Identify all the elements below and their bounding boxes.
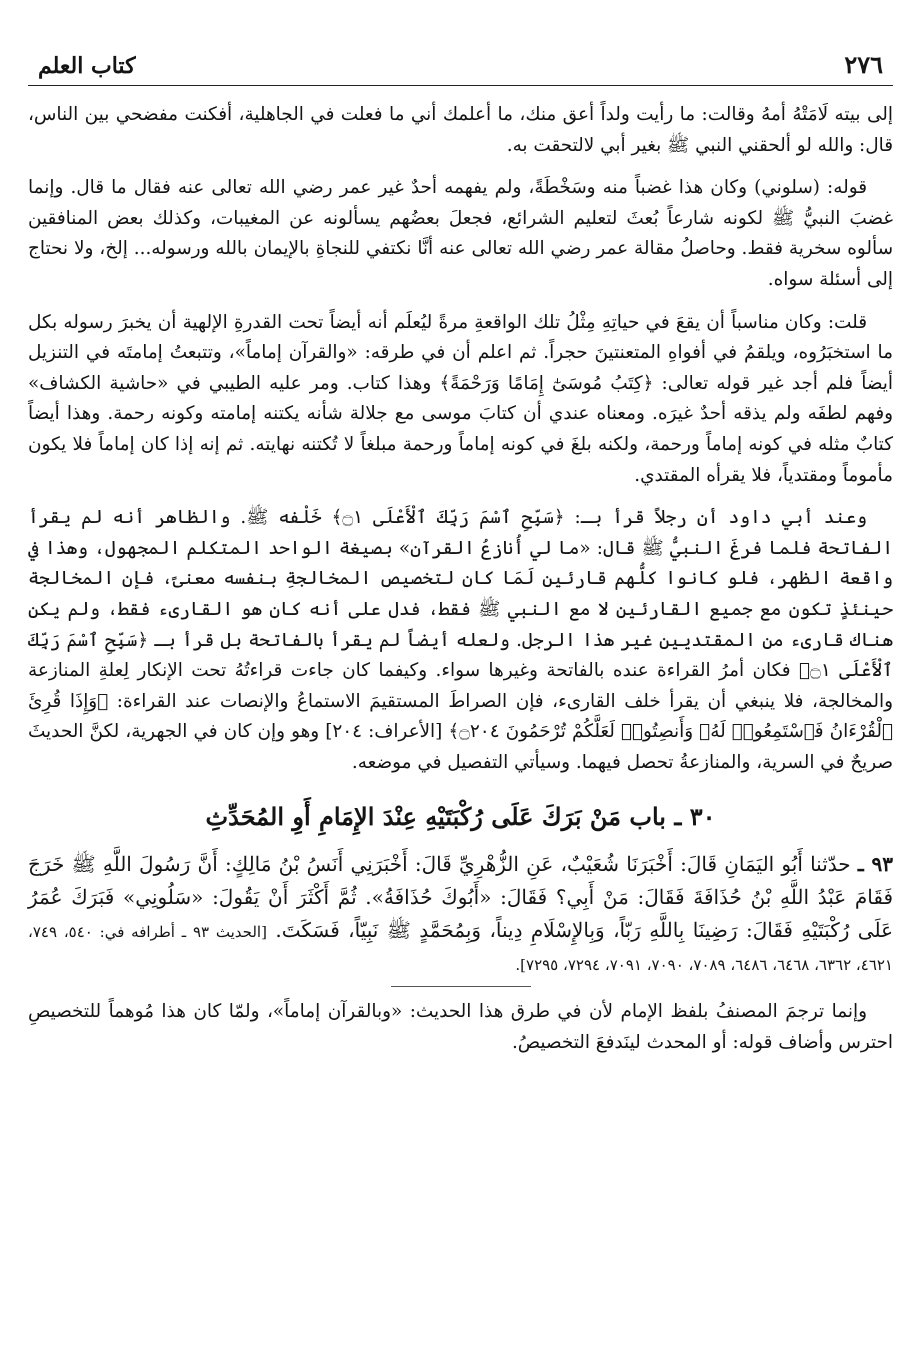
- chapter-heading: ٣٠ ـ باب مَنْ بَرَكَ عَلَى رُكْبَتَيْهِ عِنْدَ الإِمَامِ أَوِ المُحَدِّثِ: [205, 802, 716, 832]
- hadith-block: [28, 848, 893, 980]
- page-header: [28, 34, 893, 86]
- page: [28, 34, 893, 1351]
- hadith-reference: [الحديث ٩٣ ـ أطرافه في: ٥٤٠، ٧٤٩، ٤٦٢١، ٦٣٦٢، ٦٤٦٨، ٦٤٨٦، ٧٠٨٩، ٧٠٩٠، ٧٠٩١، ٧٢٩٤، ٧٢٩٥].: [28, 923, 893, 975]
- commentary-body: [28, 100, 893, 778]
- hadith-number: ٩٣ ـ: [857, 852, 893, 877]
- section-divider: [391, 986, 531, 987]
- paragraph-abu-dawud: وعند أبي داود أن رجلاً قرأ بـ: ﴿سَبِّحِ ٱسْمَ رَبِّكَ ٱلْأَعْلَى ۝١﴾ خَلْفه ﷺ. والظاهر أنه لم يقرأ الفاتحة فلما فرغَ النبيُّ ﷺ قال: «ما لي أُنازعُ القرآن» بصيغة الواحد المتكلم المجهول، وهذا في واقعة الظهر، فلو كانوا كلُّهم قارئين لَمَا كان لتخصيص المخالجةِ بنفسه معنىً، فإن المخالجة حينئذٍ تكون مع جميع القارئين لا مع النبي ﷺ فقط، فدل على أنه كان هو القارىء فقط، ولم يكن هناك قارىء من المقتديين غير هذا الرجل. ولعله أيضاً لم يقرأ بالفاتحة بل قرأ بـ ﴿سَبِّحِ ٱسْمَ رَبِّكَ ٱلْأَعْلَى ۝١﴾ فكان أمرُ القراءة عنده بالفاتحة وغيرها سواء. وكيفما كان جاءت قراءتُهُ تحت الإنكار لِعلةِ المنازعة والمخالجة، فلا ينبغي أن يقرأ خلف القارىء، فإن الصراطَ المستقيمَ الاستماعُ والإنصات عند القراءة: ﴿وَإِذَا قُرِئَ ٱلْقُرْءَانُ فَٱسْتَمِعُوا۟ لَهُۥ وَأَنصِتُوا۟ لَعَلَّكُمْ تُرْحَمُونَ ۝٢٠٤﴾ [الأعراف: ٢٠٤] وهو وإن كان في الجهرية، لكنَّ الحديثَ صريحٌ في السرية، والمنازعةُ تحصل فيهما. وسيأتي التفصيل في موضعه.: [28, 507, 893, 773]
- paragraph-continuation: إلى بيته لَامَتْهُ أمهُ وقالت: ما رأيت ولداً أعق منك، ما أعلمك أني ما فعلت في الجاهلية، أفكنت مفضحي بين الناس، قال: والله لو ألحقني النبي ﷺ بغير أبي لالتحقت به.: [28, 104, 893, 156]
- paragraph-qultu: قلت: وكان مناسباً أن يقعَ في حياتِهِ مِثْلُ تلك الواقعةِ مرةً ليُعلَم أنه أيضاً تحت القدرةِ الإلهية أن يخبرَ رسوله بكل ما استخبَرُوه، ويلقمُ في أفواهِ المتعنتينَ حجراً. ثم اعلم أن في طرقه: «والقرآن إماماً»، وتتبعتُ إمامتَه في التنزيل أيضاً فلم أجد غير قوله تعالى: ﴿كِتَبُ مُوسَىٰٓ إِمَامًا وَرَحْمَةً﴾ وهذا كتاب. ومر عليه الطيبي في «حاشية الكشاف» وفهم لطفَه ولم يذقه أحدٌ غيرَه. ومعناه عندي أن كتابَ موسى مع جلالة شأنه يكتنه إمامته وكونه رحمة. وهذا أيضاً كتابٌ مثله في كونه إماماً ورحمة، ولكنه بلغَ في كونه إماماً ورحمة مبلغاً لا تُكتنه نهايته. ثم إنه إذا كان إماماً فلا يكون مأموماً ومقتدياً، فلا يقرأه المقتدي.: [28, 311, 893, 486]
- paragraph-closing: وإنما ترجمَ المصنفُ بلفظ الإمام لأن في طرق هذا الحديث: «وبالقرآن إماماً»، ولمّا كان هذا مُوهماً للتخصيصِ احترس وأضاف قوله: أو المحدث لينَدفعَ التخصيصُ.: [28, 1001, 893, 1054]
- paragraph-commentary-salooni: قوله: (سلوني) وكان هذا غضباً منه وسَخْطَةً، ولم يفهمه أحدٌ غير عمر رضي الله تعالى عنه فقال ما قال. وإنما غضبَ النبيُّ ﷺ لكونه شارعاً بُعثَ لتعليم الشرائع، فجعلَ بعضُهم يسألونه عن المغيبات، وكذلك بعض المنافقين سألوه سخرية فقط. وحاصلُ مقالة عمر رضي الله تعالى عنه أنَّا نكتفي للنجاةِ بالإيمان بالله ورسوله... إلخ، ولا نحتاج إلى أسئلة سواه.: [28, 177, 893, 290]
- book-title: كتاب العلم: [38, 53, 136, 79]
- hadith-text: حدّثنا أَبُو اليَمَانِ قَالَ: أَخْبَرَنَا شُعَيْبٌ، عَنِ الزُّهْرِيِّ قَالَ: أَخْبَرَنِي أَنَسُ بْنُ مَالِكٍ: أَنَّ رَسُولَ اللَّهِ ﷺ خَرَجَ فَقَامَ عَبْدُ اللَّهِ بْنُ حُذَافَةَ فَقَالَ: مَنْ أَبِي؟ فَقَالَ: «أَبُوكَ حُذَافَةُ». ثُمَّ أَكْثَرَ أَنْ يَقُولَ: «سَلُونِي» فَبَرَكَ عُمَرُ عَلَى رُكْبَتَيْهِ فَقَالَ: رَضِينَا بِاللَّهِ رَبّاً، وَبِالإِسْلَامِ دِيناً، وَبِمُحَمَّدٍ ﷺ نَبِيّاً، فَسَكَتَ.: [28, 852, 894, 943]
- page-number: ٢٧٦: [844, 50, 883, 79]
